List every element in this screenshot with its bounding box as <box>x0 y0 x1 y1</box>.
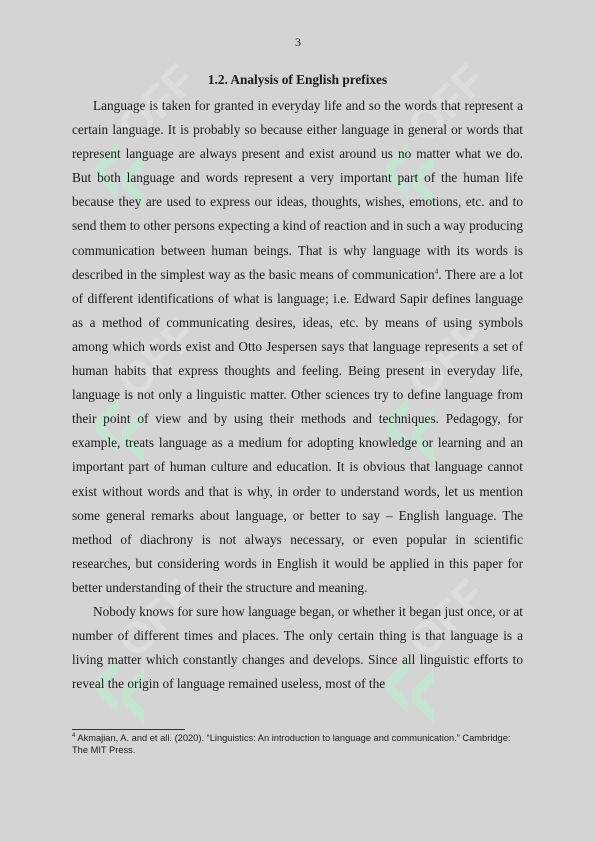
paragraph-2: Nobody knows for sure how language began, or whether it began just once, or at number of different times and places. The only certain thing is that language is a living matter which constantly changes and develops. Since all linguistic efforts to reveal the origin of language remained useless, most of the <box>72 603 523 692</box>
footnote <box>72 732 523 756</box>
page-number: 3 <box>295 35 301 49</box>
footnote-text: Akmajian, A. and et all. (2020). “Linguistics: An introduction to language and communication.” Cambridge: The MIT Press. <box>72 733 511 756</box>
body-text <box>72 94 523 696</box>
paragraph-1: Language is taken for granted in everyday life and so the words that represent a certain language. It is probably so because either language in general or words that represent language are always present and exist around us no matter what we do. But both language and words represent a very important part of the human life because they are used to express our ideas, thoughts, wishes, emotions, etc. and to send them to other persons expecting a kind of reaction and in such a way producing communication between human beings. That is why language with its words is described in the simplest way as the basic means of communication$^4$. There are a lot of different identifications of what is language; i.e. Edward Sapir defines language as a method of communicating desires, ideas, etc. by means of using symbols among which words exist and Otto Jespersen says that language represents a set of human habits that express thoughts and feeling. Being present in everyday life, language is not only a linguistic matter. Other sciences try to define language from their point of view and by using their methods and techniques. Pedagogy, for example, treats language as a medium for adopting knowledge or learning and an important part of human culture and education. It is obvious that language cannot exist without words and that is why, in order to understand words, let us mention some general remarks about language, or better to say – English language. The method of diachrony is not always necessary, or even popular in scientific researches, but considering words in English it would be applied in this paper for better understanding of their the structure and meaning. <box>72 98 523 595</box>
section-heading: 1.2. Analysis of English prefixes <box>207 72 388 87</box>
footnote-divider <box>72 729 185 730</box>
footnote-marker: 4 <box>72 732 76 739</box>
footnote-reference[interactable]: 4 <box>434 267 439 276</box>
